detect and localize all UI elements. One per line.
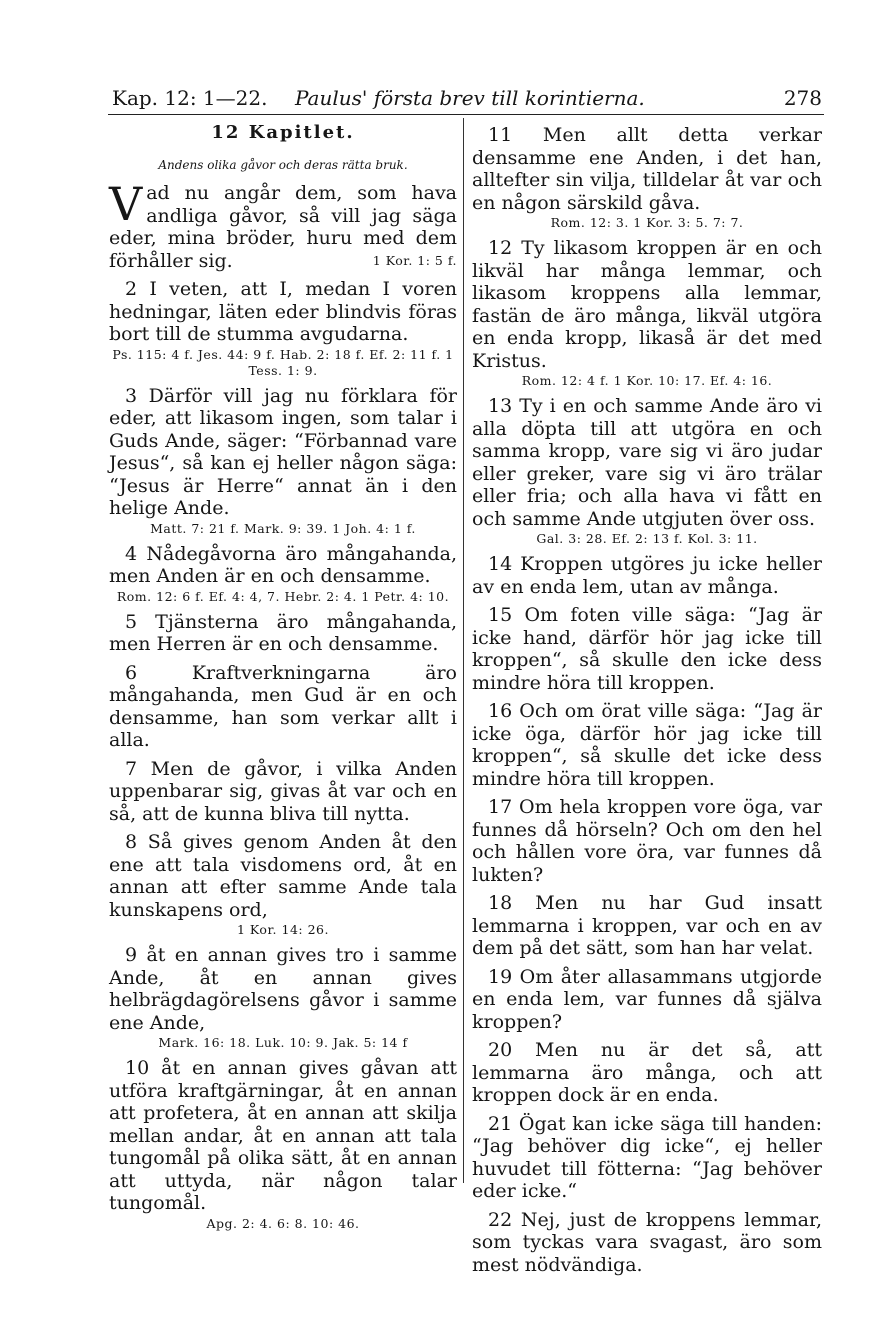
chapter-reference: Kap. 12: 1—22. <box>112 86 268 110</box>
verse-9: 9 åt en annan gives tro i samme Ande, åt en annan gives helbrägdagörelsens gåvor i samme ene Ande, <box>109 944 457 1034</box>
chapter-subtitle: Andens olika gåvor och deras rätta bruk. <box>158 158 408 172</box>
verse-text: ad nu angår dem, som hava andliga gåvor, så vill jag säga eder, mina bröder, huru med dem förhåller sig. <box>109 182 457 272</box>
verse-5: 5 Tjänsterna äro mångahanda, men Herren är en och densamme. <box>109 610 457 655</box>
column-divider <box>463 118 464 1183</box>
drop-cap: V <box>109 177 143 231</box>
cross-references: Mark. 16: 18. Luk. 10: 9. Jak. 5: 14 f <box>158 1035 408 1050</box>
verse-12: 12 Ty likasom kroppen är en och likväl har många lemmar, och likasom kroppens alla lemmar, fastän de äro många, likväl utgöra en enda kropp, likaså är det med Kristus. <box>472 237 822 372</box>
cross-references: Gal. 3: 28. Ef. 2: 13 f. Kol. 3: 11. <box>536 531 758 546</box>
cross-references: Ps. 115: 4 f. Jes. 44: 9 f. Hab. 2: 18 f. Ef. 2: 11 f. 1 Tess. 1: 9. <box>112 346 454 378</box>
right-column <box>472 120 822 1276</box>
verse-14: 14 Kroppen utgöres ju icke heller av en enda lem, utan av många. <box>472 553 822 598</box>
verse-15: 15 Om foten ville säga: “Jag är icke hand, därför hör jag icke till kroppen“, så skulle den icke dess mindre höra till kroppen. <box>472 604 822 694</box>
verse-10: 10 åt en annan gives gåvan att utföra kraftgärningar, åt en annan att profetera, åt en annan att skilja mellan andar, åt en annan att tala tungomål på olika sätt, åt en annan att uttyda, när någon talar tungomål. <box>109 1057 457 1214</box>
cross-references: Rom. 12: 3. 1 Kor. 3: 5. 7: 7. <box>550 215 744 230</box>
verse-6: 6 Kraftverkningarna äro mångahanda, men Gud är en och densamme, han som verkar allt i alla. <box>109 661 457 751</box>
cross-references: 1 Kor. 14: 26. <box>237 922 329 937</box>
verse-22: 22 Nej, just de kroppens lemmar, som tyckas vara svagast, äro som mest nödvändiga. <box>472 1208 822 1276</box>
verse-20: 20 Men nu är det så, att lemmarna äro många, och att kroppen dock är en enda. <box>472 1039 822 1106</box>
verse-1 <box>109 177 457 272</box>
verse-18: 18 Men nu har Gud insatt lemmarna i kroppen, var och en av dem på det sätt, som han har velat. <box>472 892 822 959</box>
verse-16: 16 Och om örat ville säga: “Jag är icke öga, därför hör jag icke till kroppen“, så skulle det icke dess mindre höra till kroppen. <box>472 700 822 790</box>
running-header <box>112 84 822 114</box>
verse-17: 17 Om hela kroppen vore öga, var funnes då hörseln? Och om den hel och hållen vore öra, var funnes då lukten? <box>472 796 822 886</box>
left-column <box>109 120 457 1232</box>
verse-8: 8 Så gives genom Anden åt den ene att tala visdomens ord, åt en annan att efter samme Ande tala kunskapens ord, <box>109 831 457 921</box>
verse-7: 7 Men de gåvor, i vilka Anden uppenbarar sig, givas åt var och en så, att de kunna bliva till nytta. <box>109 757 457 825</box>
cross-references: Rom. 12: 6 f. Ef. 4: 4, 7. Hebr. 2: 4. 1 Petr. 4: 10. <box>116 588 450 604</box>
verse-2: 2 I veten, att I, medan I voren hedningar, läten eder blindvis föras bort till de stumma avgudarna. <box>109 278 457 345</box>
cross-references: Apg. 2: 4. 6: 8. 10: 46. <box>206 1215 360 1231</box>
cross-reference: 1 Kor. 1: 5 f. <box>372 252 457 268</box>
verse-19: 19 Om åter allasammans utgjorde en enda lem, var funnes då själva kroppen? <box>472 965 822 1033</box>
verse-11: 11 Men allt detta verkar densamme ene Anden, i det han, alltefter sin vilja, tilldelar åt var och en någon särskild gåva. <box>472 124 822 214</box>
cross-references: Rom. 12: 4 f. 1 Kor. 10: 17. Ef. 4: 16. <box>521 373 773 388</box>
book-title: Paulus' första brev till korintierna. <box>295 86 645 110</box>
page-number: 278 <box>783 86 822 110</box>
cross-references: Matt. 7: 21 f. Mark. 9: 39. 1 Joh. 4: 1 f. <box>150 520 416 536</box>
verse-21: 21 Ögat kan icke säga till handen: “Jag behöver dig icke“, ej heller huvudet till fötterna: “Jag behöver eder icke.“ <box>472 1112 822 1202</box>
verse-4: 4 Nådegåvorna äro mångahanda, men Anden är en och densamme. <box>109 542 457 587</box>
verse-3: 3 Därför vill jag nu förklara för eder, att likasom ingen, som talar i Guds Ande, säger: “Förbannad vare Jesus“, så kan ej heller någon säga: “Jesus är Herre“ annat än i den helige Ande. <box>109 384 457 519</box>
header-rule <box>108 114 824 115</box>
verse-13: 13 Ty i en och samme Ande äro vi alla döpta till att utgöra en och samma kropp, vare sig vi äro judar eller greker, vare sig vi äro trälar eller fria; och alla hava vi fått en och samme Ande utgjuten över oss. <box>472 395 822 530</box>
chapter-heading: 12 Kapitlet. <box>211 122 355 143</box>
